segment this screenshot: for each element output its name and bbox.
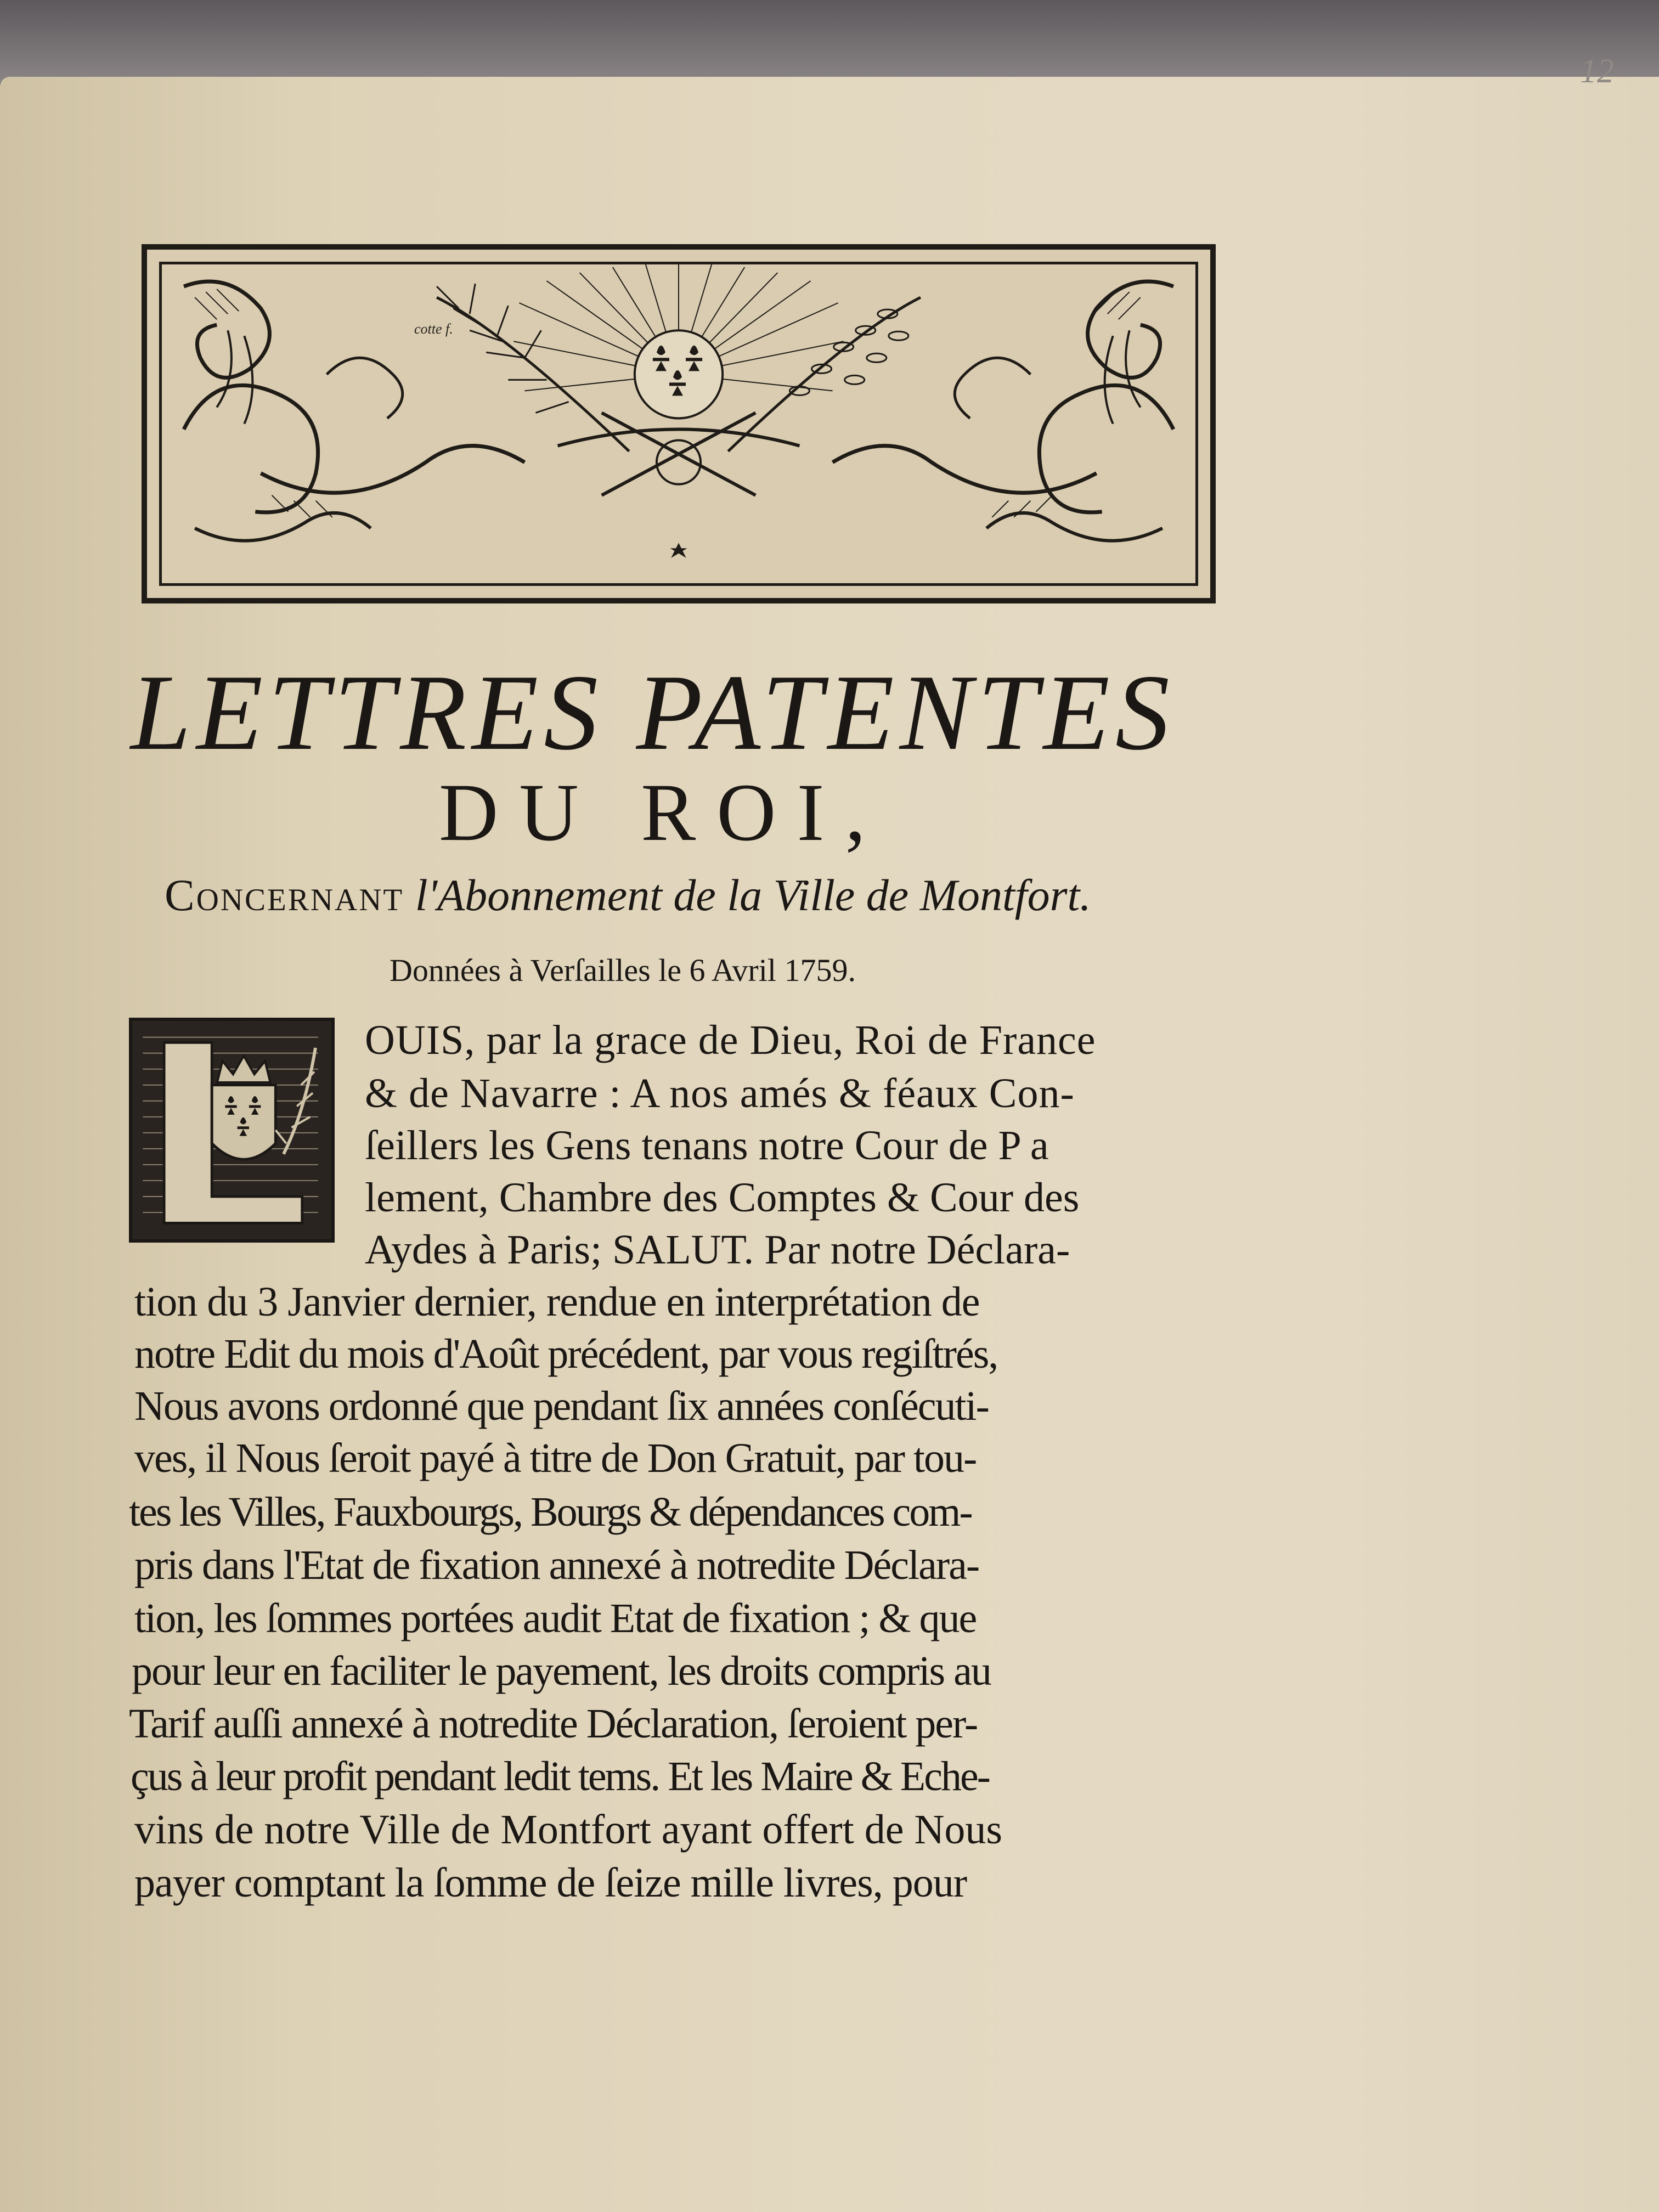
ornamental-headpiece <box>142 244 1216 603</box>
body-line-8: Nous avons ordonné que pendant ſix années conſécuti- <box>134 1383 989 1429</box>
body-line-2: & de Navarre : A nos amés & féaux Con- <box>365 1070 1075 1116</box>
body-line-12: tion, les ſommes portées audit Etat de fixation ; & que <box>134 1595 977 1641</box>
body-line-17: payer comptant la ſomme de ſeize mille livres, pour <box>134 1860 967 1906</box>
fleur-de-lis-crest-icon <box>132 1021 331 1239</box>
sunburst-fleur-de-lis-icon <box>162 264 1195 583</box>
engraver-mark: cotte f. <box>414 321 453 337</box>
body-line-14: Tarif auſſi annexé à notredite Déclaration, ſeroient per- <box>129 1701 978 1747</box>
body-line-16: vins de notre Ville de Montfort ayant offert de Nous <box>134 1807 1002 1853</box>
concerning-lead: Concernant <box>165 870 404 920</box>
dated-line: Données à Verſailles le 6 Avril 1759. <box>390 952 856 988</box>
body-line-7: notre Edit du mois d'Août précédent, par vous regiſtrés, <box>134 1331 998 1377</box>
body-line-3: ſeillers les Gens tenans notre Cour de P a <box>365 1122 1049 1169</box>
body-line-4: lement, Chambre des Comptes & Cour des <box>365 1175 1080 1221</box>
body-line-5: Aydes à Paris; SALUT. Par notre Déclara- <box>365 1227 1070 1273</box>
concerning-subject: l'Abonnement de la Ville de Montfort. <box>415 870 1091 920</box>
body-line-6: tion du 3 Janvier dernier, rendue en interprétation de <box>134 1279 980 1325</box>
title-sub: DU ROI, <box>439 767 887 858</box>
concerning-line <box>165 870 1091 921</box>
page-number: 12 <box>1580 53 1614 90</box>
body-line-15: çus à leur profit pendant ledit tems. Et les Maire & Eche- <box>131 1753 989 1799</box>
body-line-11: pris dans l'Etat de fixation annexé à notredite Déclara- <box>134 1542 979 1588</box>
body-line-10: tes les Villes, Fauxbourgs, Bourgs & dépendances com- <box>129 1489 972 1535</box>
body-line-1: OUIS, par la grace de Dieu, Roi de France <box>365 1017 1096 1063</box>
title-main: LETTRES PATENTES <box>131 652 1175 772</box>
body-line-9: ves, il Nous ſeroit payé à titre de Don Gratuit, par tou- <box>134 1435 977 1481</box>
decorated-initial <box>129 1018 335 1243</box>
background-edge <box>0 0 1659 82</box>
body-line-13: pour leur en faciliter le payement, les droits compris au <box>132 1648 991 1694</box>
